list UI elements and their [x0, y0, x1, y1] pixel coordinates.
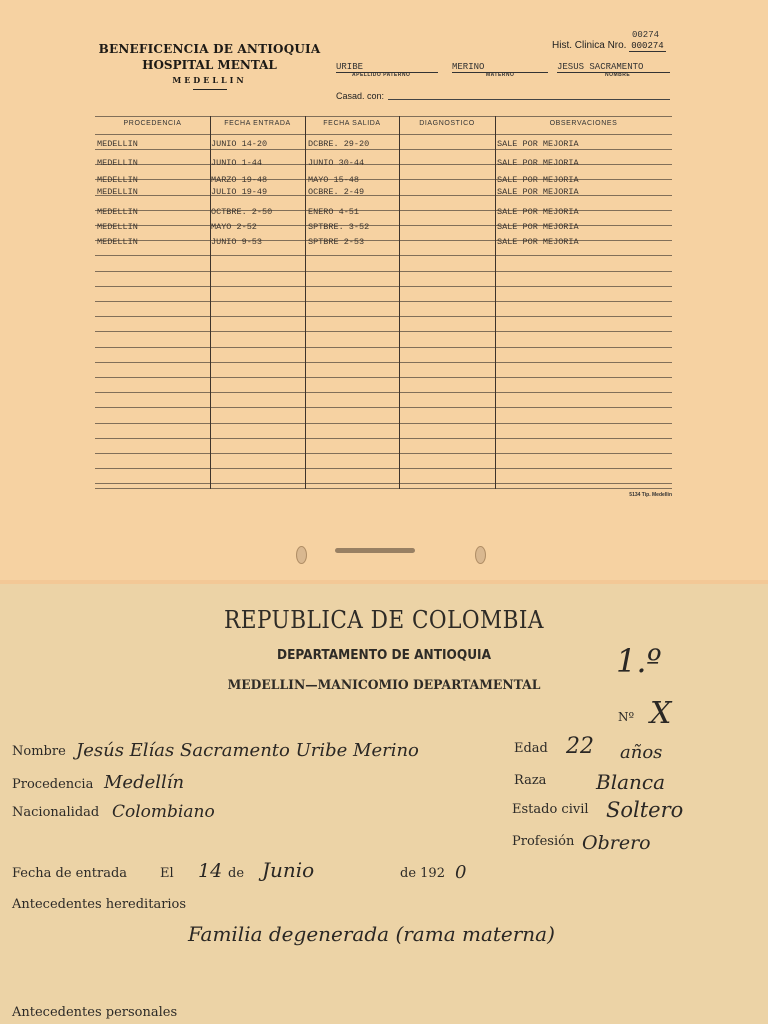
table-cell: SPTBRE. 3-52	[308, 222, 370, 232]
table-cell: MEDELLIN	[97, 158, 138, 168]
value-estado-civil: Soltero	[606, 798, 684, 822]
table-rule	[95, 179, 672, 180]
col-header-observaciones: OBSERVACIONES	[549, 120, 618, 127]
table-cell: MARZO 19-48	[211, 175, 268, 185]
number-value: X	[650, 696, 672, 731]
table-cell: JULIO 19-49	[211, 187, 268, 197]
table-rule	[95, 488, 672, 489]
table-rule	[95, 438, 672, 439]
table-rule	[95, 362, 672, 363]
label-procedencia: Procedencia	[12, 777, 94, 792]
label-raza: Raza	[514, 773, 547, 788]
table-cell: JUNIO 30-44	[308, 158, 365, 168]
nombre-value: JESUS SACRAMENTO	[557, 62, 670, 73]
table-rule	[95, 164, 672, 165]
number-label: Nº	[618, 710, 635, 724]
table-cell: MEDELLIN	[97, 222, 138, 232]
table-cell: ENERO 4-51	[308, 207, 360, 217]
table-rule	[95, 286, 672, 287]
table-cell: OCTBRE. 2-50	[211, 207, 273, 217]
table-rule	[95, 210, 672, 211]
apellido-paterno-value: URIBE	[336, 62, 438, 73]
table-cell: MAYO 15-48	[308, 175, 360, 185]
table-cell: SALE POR MEJORIA	[497, 222, 579, 232]
admission-form	[0, 584, 768, 1024]
printer-imprint: 5134 Tip. Medellin	[629, 492, 672, 498]
table-cell: MEDELLIN	[97, 175, 138, 185]
table-rule	[95, 301, 672, 302]
stamped-number: 00274	[632, 30, 660, 40]
table-rule	[95, 347, 672, 348]
col-header-fecha-entrada: FECHA ENTRADA	[224, 120, 291, 127]
table-cell: SALE POR MEJORIA	[497, 207, 579, 217]
table-rule	[95, 407, 672, 408]
table-cell: SALE POR MEJORIA	[497, 187, 579, 197]
value-edad-unit: años	[620, 742, 663, 763]
value-entry-day: 14	[198, 860, 223, 882]
casad-label: Casad. con:	[336, 91, 385, 101]
ink-smudge	[335, 548, 415, 553]
hist-clinica-number: 000274	[631, 41, 664, 51]
label-nacionalidad: Nacionalidad	[12, 805, 100, 820]
apellido-materno-caption: MATERNO	[486, 72, 515, 78]
value-raza: Blanca	[596, 770, 666, 794]
col-header-procedencia: PROCEDENCIA	[123, 120, 182, 127]
form-title: REPUBLICA DE COLOMBIA	[224, 606, 544, 634]
form-subtitle: DEPARTAMENTO DE ANTIOQUIA	[276, 647, 491, 663]
label-de-year: de 192	[400, 866, 445, 881]
table-cell: MEDELLIN	[97, 187, 138, 197]
institution-line-2: HOSPITAL MENTAL	[142, 58, 277, 72]
col-header-diagnostico: DIAGNOSTICO	[419, 120, 475, 127]
value-nacionalidad: Colombiano	[112, 802, 215, 822]
table-rule	[95, 423, 672, 424]
table-cell: OCBRE. 2-49	[308, 187, 365, 197]
nombre-caption: NOMBRE	[605, 72, 631, 78]
col-header-fecha-salida: FECHA SALIDA	[323, 120, 381, 127]
table-cell: SALE POR MEJORIA	[497, 175, 579, 185]
header-rule	[193, 89, 227, 90]
table-cell: DCBRE. 29-20	[308, 139, 370, 149]
institution-line-1: BENEFICENCIA DE ANTIOQUIA	[98, 42, 321, 56]
institution-line-3: MEDELLIN	[172, 75, 247, 85]
table-rule	[95, 225, 672, 226]
table-cell: SALE POR MEJORIA	[497, 158, 579, 168]
table-column-divider	[495, 116, 496, 489]
table-rule	[95, 271, 672, 272]
table-rule	[95, 116, 672, 117]
table-rule	[95, 483, 672, 484]
label-antecedentes-hereditarios: Antecedentes hereditarios	[12, 897, 187, 912]
value-nombre: Jesús Elías Sacramento Uribe Merino	[76, 740, 419, 761]
table-cell: MAYO 2-52	[211, 222, 257, 232]
table-rule	[95, 149, 672, 150]
label-edad: Edad	[514, 741, 548, 756]
table-rule	[95, 453, 672, 454]
table-rule	[95, 134, 672, 135]
value-procedencia: Medellín	[104, 772, 185, 793]
value-antecedentes-hereditarios: Familia degenerada (rama materna)	[188, 922, 555, 946]
apellido-paterno-caption: APELLIDO PATERNO	[352, 72, 411, 78]
table-cell: JUNIO 14-20	[211, 139, 268, 149]
label-nombre: Nombre	[12, 744, 66, 759]
table-rule	[95, 377, 672, 378]
table-rule	[95, 195, 672, 196]
form-institution: MEDELLIN—MANICOMIO DEPARTAMENTAL	[227, 678, 541, 693]
table-cell: MEDELLIN	[97, 207, 138, 217]
table-cell: MEDELLIN	[97, 139, 138, 149]
label-el: El	[160, 866, 174, 881]
table-rule	[95, 392, 672, 393]
institution-header	[92, 42, 327, 90]
admissions-table	[95, 113, 672, 498]
label-estado-civil: Estado civil	[512, 802, 589, 817]
table-rule	[95, 468, 672, 469]
table-rule	[95, 331, 672, 332]
hist-clinica-label: Hist. Clinica Nro.	[552, 40, 627, 51]
value-profesion: Obrero	[582, 832, 651, 854]
table-cell: JUNIO 1-44	[211, 158, 263, 168]
value-entry-month: Junio	[262, 858, 315, 882]
table-cell: JUNIO 9-53	[211, 237, 263, 247]
label-fecha-entrada: Fecha de entrada	[12, 866, 128, 881]
page-mark: 1.º	[616, 642, 662, 680]
label-antecedentes-personales: Antecedentes personales	[12, 1005, 178, 1020]
apellido-materno-value: MERINO	[452, 62, 548, 73]
casad-line	[388, 99, 670, 100]
table-rule	[95, 316, 672, 317]
value-edad: 22	[566, 734, 594, 759]
table-column-divider	[210, 116, 211, 489]
punch-hole-left	[296, 546, 307, 564]
table-column-divider	[399, 116, 400, 489]
label-de: de	[228, 866, 245, 881]
table-rule	[95, 255, 672, 256]
hist-clinica-field	[552, 40, 666, 51]
label-profesion: Profesión	[512, 834, 575, 849]
table-cell: MEDELLIN	[97, 237, 138, 247]
table-cell: SALE POR MEJORIA	[497, 139, 579, 149]
table-cell: SPTBRE 2-53	[308, 237, 365, 247]
table-column-divider	[305, 116, 306, 489]
table-rule	[95, 240, 672, 241]
table-cell: SALE POR MEJORIA	[497, 237, 579, 247]
punch-hole-right	[475, 546, 486, 564]
value-entry-year: 0	[455, 862, 467, 883]
